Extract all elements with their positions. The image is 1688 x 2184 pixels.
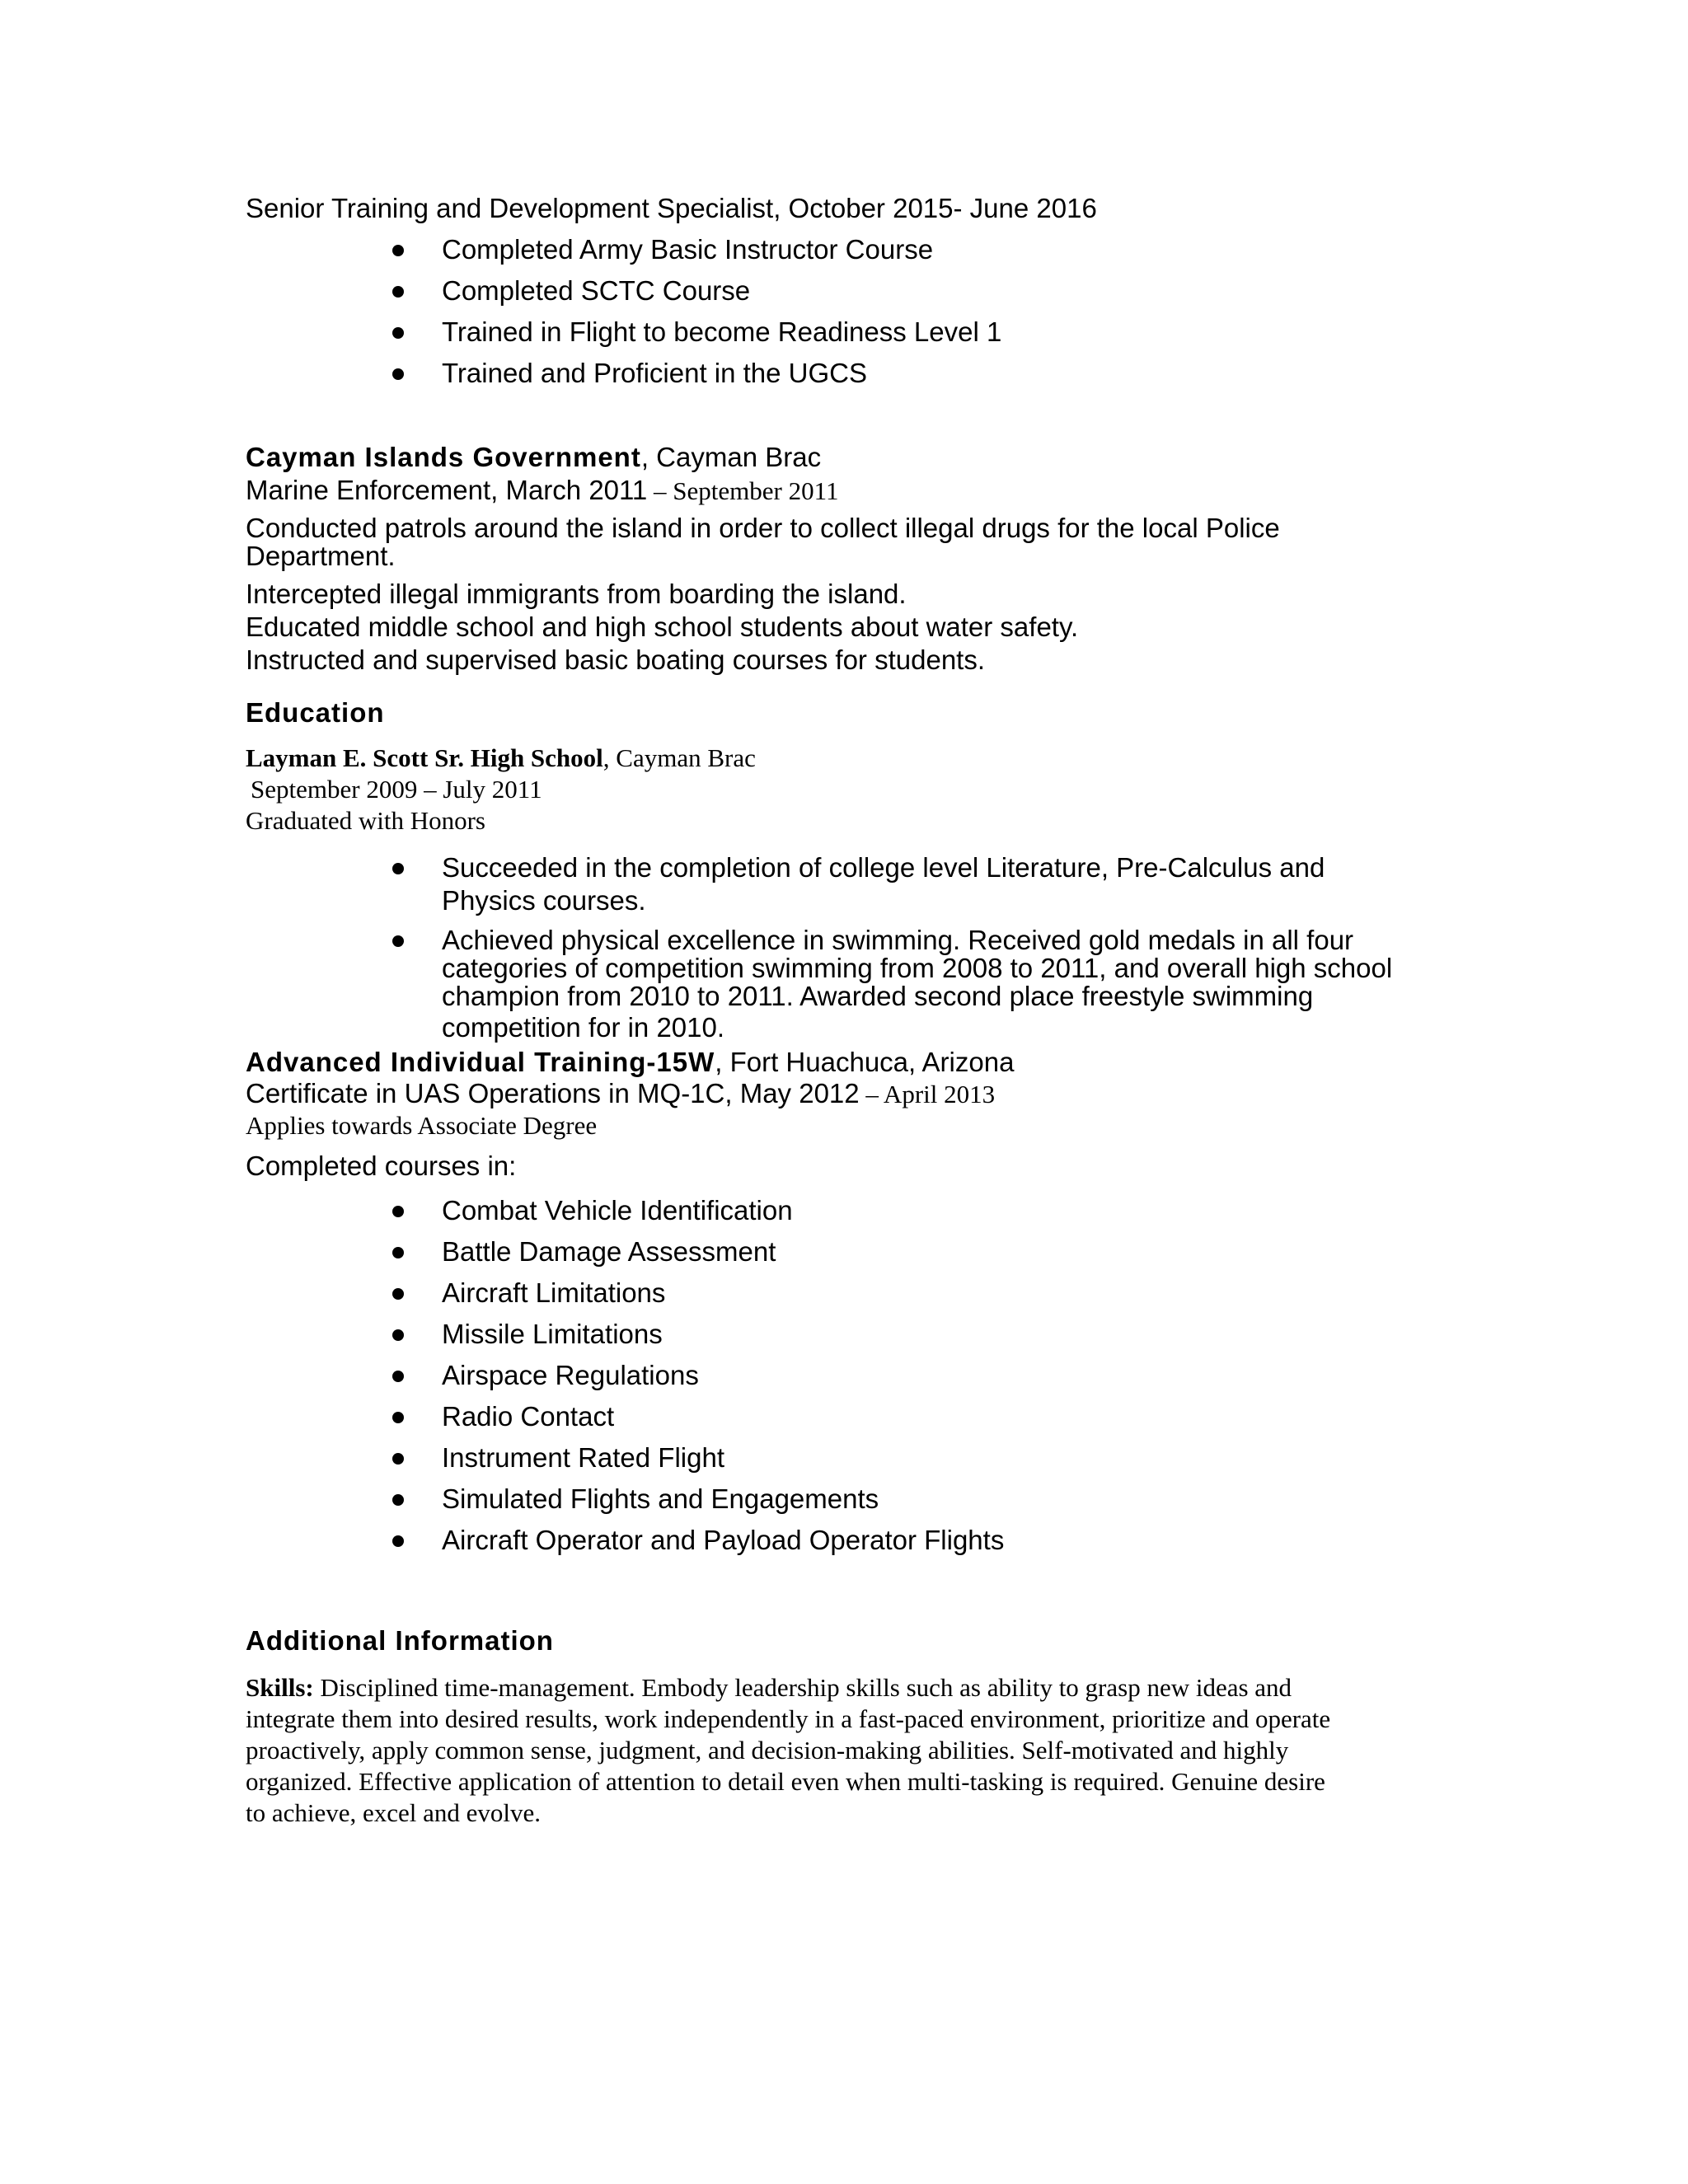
- bullet-dot-icon: [392, 935, 404, 947]
- list-item-text: Aircraft Operator and Payload Operator Flights: [442, 1525, 1005, 1555]
- bullet-dot-icon: [392, 1412, 404, 1423]
- bullet-dot-icon: [392, 368, 404, 380]
- list-item-text: Trained in Flight to become Readiness Level 1: [442, 316, 1002, 347]
- school-name: Layman E. Scott Sr. High School: [246, 743, 603, 772]
- bullet-dot-icon: [392, 1453, 404, 1465]
- school-honors: Graduated with Honors: [246, 806, 485, 835]
- list-item-text: competition for in 2010.: [442, 1012, 725, 1043]
- certificate-line: [246, 1080, 995, 1108]
- list-item-text: Trained and Proficient in the UGCS: [442, 358, 868, 388]
- school-dates: September 2009 – July 2011: [251, 775, 542, 804]
- list-item-text: Aircraft Limitations: [442, 1277, 666, 1308]
- list-item-text: Simulated Flights and Engagements: [442, 1483, 879, 1514]
- bullet-dot-icon: [392, 1206, 404, 1217]
- courses-intro: Completed courses in:: [246, 1151, 517, 1181]
- role-line: [246, 476, 838, 505]
- section-heading-additional: Additional Information: [246, 1625, 554, 1656]
- bullet-dot-icon: [392, 1329, 404, 1341]
- section-heading-education: Education: [246, 697, 385, 728]
- list-item-text: Physics courses.: [442, 885, 646, 916]
- degree-note: Applies towards Associate Degree: [246, 1111, 598, 1140]
- employer-location: , Cayman Brac: [640, 442, 822, 472]
- list-item-text: Instrument Rated Flight: [442, 1442, 724, 1473]
- skills-text: Disciplined time-management. Embody leadership skills such as ability to grasp new ideas and: [313, 1673, 1292, 1702]
- list-item-text: Missile Limitations: [442, 1319, 663, 1349]
- bullet-dot-icon: [392, 286, 404, 298]
- bullet-dot-icon: [392, 1288, 404, 1300]
- training-location: , Fort Huachuca, Arizona: [715, 1047, 1015, 1077]
- job-title-line: Senior Training and Development Specialist, October 2015- June 2016: [246, 193, 1097, 223]
- list-item-text: Airspace Regulations: [442, 1360, 699, 1390]
- school-line: [246, 745, 756, 771]
- skills-text: integrate them into desired results, work independently in a fast-paced environment, prioritize and operate: [246, 1704, 1331, 1733]
- training-name: Advanced Individual Training-15W: [246, 1047, 715, 1077]
- school-location: , Cayman Brac: [603, 743, 756, 772]
- certificate-title: Certificate in UAS Operations in MQ-1C, May 2012: [246, 1078, 860, 1108]
- list-item-text: Completed Army Basic Instructor Course: [442, 234, 934, 265]
- bullet-dot-icon: [392, 245, 404, 256]
- bullet-dot-icon: [392, 863, 404, 874]
- list-item-text: Achieved physical excellence in swimming. Received gold medals in all four: [442, 925, 1354, 955]
- list-item-text: Battle Damage Assessment: [442, 1236, 776, 1267]
- list-item-text: Combat Vehicle Identification: [442, 1195, 793, 1226]
- bullet-dot-icon: [392, 1535, 404, 1547]
- role-title: Marine Enforcement, March 2011: [246, 475, 648, 505]
- skills-text: organized. Effective application of attention to detail even when multi-tasking is required. Genuine desire: [246, 1767, 1325, 1796]
- bullet-dot-icon: [392, 1247, 404, 1258]
- bullet-dot-icon: [392, 1494, 404, 1506]
- list-item-text: Succeeded in the completion of college level Literature, Pre-Calculus and: [442, 852, 1325, 883]
- skills-text: to achieve, excel and evolve.: [246, 1798, 542, 1827]
- list-item-text: champion from 2010 to 2011. Awarded second place freestyle swimming: [442, 981, 1314, 1011]
- bullet-dot-icon: [392, 1371, 404, 1382]
- skills-text: proactively, apply common sense, judgment, and decision-making abilities. Self-motivated and highly: [246, 1736, 1289, 1765]
- duty-text: Intercepted illegal immigrants from boarding the island.: [246, 579, 907, 609]
- role-end-date: – September 2011: [647, 476, 839, 505]
- skills-label: Skills:: [246, 1673, 314, 1702]
- duty-text: Conducted patrols around the island in order to collect illegal drugs for the local Police: [246, 513, 1280, 543]
- list-item-text: Radio Contact: [442, 1401, 615, 1432]
- employer-name: Cayman Islands Government: [246, 442, 641, 472]
- duty-text: Department.: [246, 541, 396, 571]
- certificate-end-date: – April 2013: [859, 1080, 996, 1108]
- list-item-text: categories of competition swimming from 2008 to 2011, and overall high school: [442, 953, 1393, 983]
- duty-text: Educated middle school and high school students about water safety.: [246, 612, 1079, 642]
- duty-text: Instructed and supervised basic boating courses for students.: [246, 644, 986, 675]
- training-line: [246, 1048, 1014, 1077]
- bullet-dot-icon: [392, 327, 404, 339]
- employer-line: [246, 443, 821, 472]
- skills-line: [246, 1675, 1292, 1700]
- list-item-text: Completed SCTC Course: [442, 275, 751, 306]
